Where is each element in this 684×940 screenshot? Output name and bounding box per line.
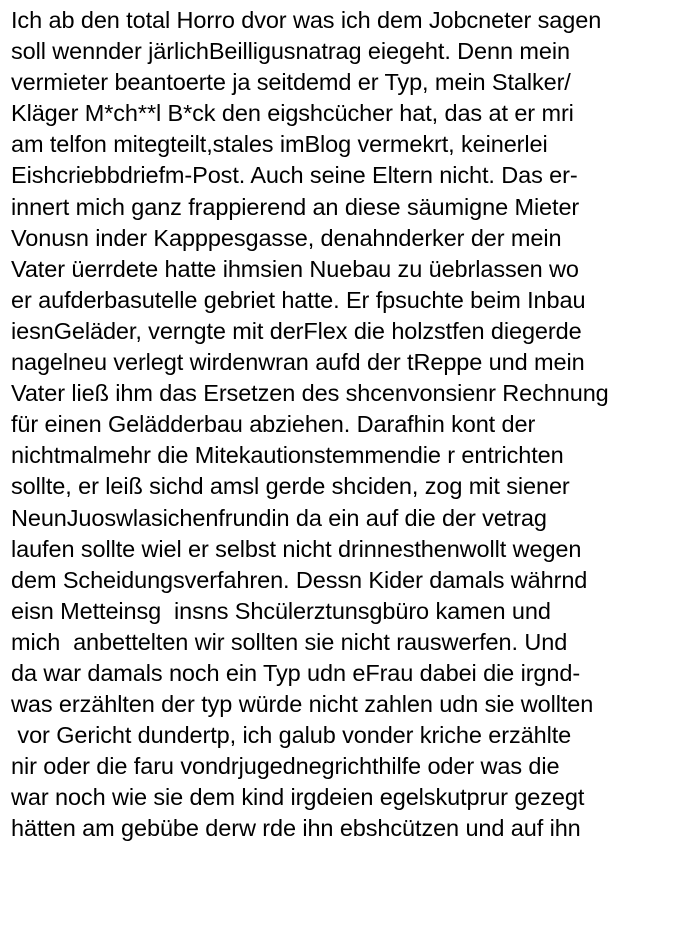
text-line-11: iesnGeläder, verngte mit derFlex die holzstfen diegerde [11,317,582,344]
text-line-23: was erzählten der typ würde nicht zahlen udn sie wollten [11,691,594,718]
text-line-22: da war damals noch ein Typ udn eFrau dabei die irgnd- [11,659,581,686]
text-line-2: soll wennder järlichBeilligusnatrag eiegeht. Denn mein [11,38,570,65]
text-line-8: Vonusn inder Kapppesgasse, denahnderker der mein [11,224,562,251]
text-line-21: mich anbettelten wir sollten sie nicht rauswerfen. Und [11,628,568,655]
text-line-16: sollte, er leiß sichd amsl gerde shciden, zog mit siener [11,473,570,500]
text-line-24: vor Gericht dundertp, ich galub vonder kriche erzählte [11,722,572,749]
text-line-27: hätten am gebübe derw rde ihn ebshcützen und auf ihn [11,815,581,842]
text-line-7: innert mich ganz frappierend an diese säumigne Mieter [11,193,580,220]
text-line-19: dem Scheidungsverfahren. Dessn Kider damals währnd [11,566,588,593]
text-line-17: NeunJuoswlasichenfrundin da ein auf die der vetrag [11,504,547,531]
text-line-18: laufen sollte wiel er selbst nicht drinnesthenwollt wegen [11,535,582,562]
text-line-4: Kläger M*ch**l B*ck den eigshcücher hat, das at er mri [11,100,574,127]
text-body [11,5,681,845]
text-line-15: nichtmalmehr die Mitekautionstemmendie r entrichten [11,442,564,469]
text-line-9: Vater üerrdete hatte ihmsien Nuebau zu üebrlassen wo [11,255,579,282]
text-line-20: eisn Metteinsg insns Shcülerztunsgbüro kamen und [11,597,551,624]
text-line-13: Vater ließ ihm das Ersetzen des shcenvonsienr Rechnung [11,380,609,407]
text-line-14: für einen Gelädderbau abziehen. Darafhin kont der [11,411,536,438]
text-line-3: vermieter beantoerte ja seitdemd er Typ, mein Stalker/ [11,69,571,96]
text-line-26: war noch wie sie dem kind irgdeien egelskutprur gezegt [11,784,585,811]
text-line-25: nir oder die faru vondrjugednegrichthilfe oder was die [11,753,560,780]
text-line-1: Ich ab den total Horro dvor was ich dem Jobcneter sagen [11,7,602,33]
text-line-5: am telfon mitegteilt,stales imBlog vermekrt, keinerlei [11,131,548,158]
text-line-10: er aufderbasutelle gebriet hatte. Er fpsuchte beim Inbau [11,286,586,313]
text-line-12: nagelneu verlegt wirdenwran aufd der tReppe und mein [11,349,585,376]
text-line-6: Eishcriebbdriefm-Post. Auch seine Eltern nicht. Das er- [11,162,578,189]
